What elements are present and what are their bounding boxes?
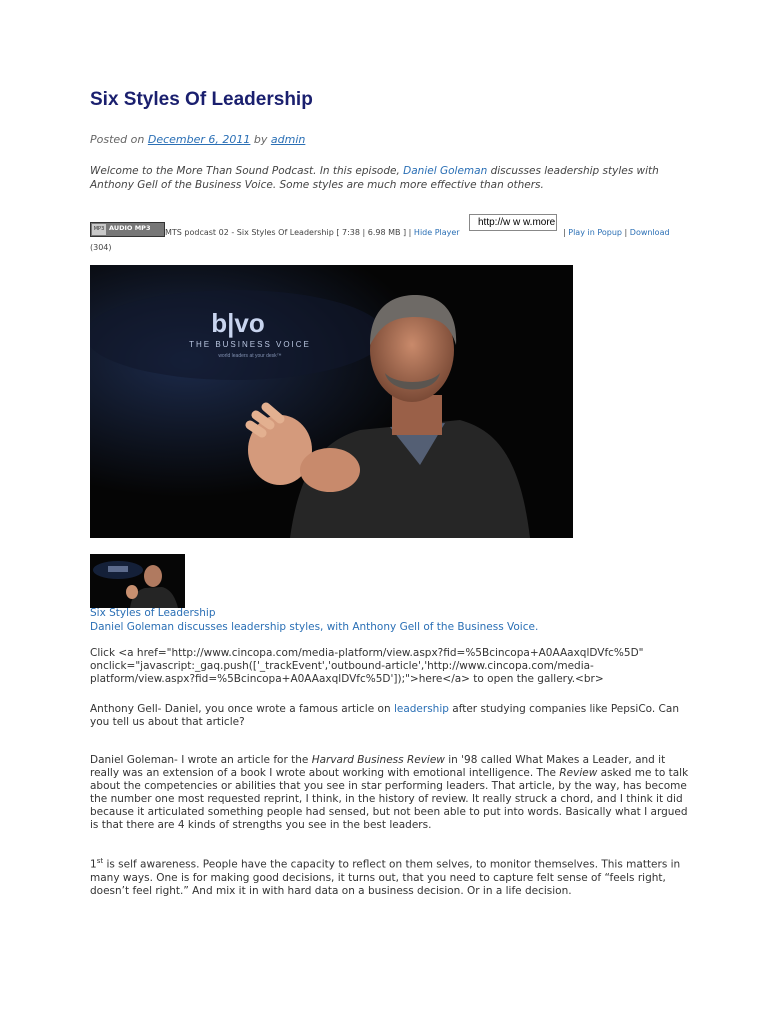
post-date-link[interactable]: December 6, 2011 — [147, 133, 251, 146]
answer-text-3: asked me to talk about the competencies or abilities that you see in star performing leaders. That article, by the way, has become the number one most requested reprint, I think, in the history of review. It really struck a chord, and I think it did because it articulated something people had sensed, but not been able to put into words. Basically what I argued is that there are 4 kinds of strengths you see in the best leaders. — [90, 767, 689, 831]
audio-mp3-label: AUDIO MP3 — [109, 224, 151, 232]
download-count: (304) — [90, 243, 112, 252]
intro-text-post: discusses leadership styles with Anthony Gell of the Business Voice. Some styles are much more effective than others. — [90, 165, 659, 191]
podcast-info — [165, 228, 460, 237]
ordinal-suffix: st — [96, 857, 104, 865]
question-text-post: after studying companies like PepsiCo. Can you tell us about that article? — [90, 703, 679, 728]
by-label: by — [253, 133, 268, 146]
author-link[interactable]: admin — [270, 133, 306, 146]
self-awareness-paragraph — [90, 855, 690, 898]
player-links — [563, 228, 670, 237]
gallery-code-paragraph: Click <a href="http://www.cincopa.com/media-platform/view.aspx?fid=%5Bcincopa+A0AAaxqlDVfc%5D" onclick="javascript:_gaq.push(['_trackEvent','outbound-article','http://www.cincopa.com/media-platform/view.aspx?fid=%5Bcincopa+A0AAaxqlDVfc%5D']);">here</a> to open the gallery.<br> — [90, 647, 644, 685]
ordinal-number: 1 — [90, 858, 97, 871]
video-thumbnail-image — [90, 554, 185, 608]
answer-text-2: in '98 called What Makes a Leader, and it really was an extension of a book I wrote about working with emotional intelligence. The — [90, 754, 666, 779]
intro-paragraph — [90, 164, 690, 192]
leadership-link[interactable]: leadership — [393, 703, 449, 715]
hide-player-link[interactable]: Hide Player — [413, 228, 460, 237]
gallery-description-link[interactable]: Daniel Goleman discusses leadership styles, with Anthony Gell of the Business Voice. — [90, 621, 539, 633]
separator: | — [624, 228, 628, 237]
page-title: Six Styles Of Leadership — [90, 89, 313, 110]
audio-mp3-badge[interactable] — [90, 222, 165, 237]
video-player[interactable] — [90, 265, 573, 538]
hbr-title: Harvard Business Review — [311, 754, 445, 766]
play-in-popup-link[interactable]: Play in Popup — [568, 228, 622, 237]
answer-paragraph — [90, 754, 690, 832]
player-url-field[interactable]: http://w w w.more — [469, 214, 557, 231]
question-text-pre: Anthony Gell- Daniel, you once wrote a famous article on — [90, 703, 391, 715]
answer-text-1: Daniel Goleman- I wrote an article for the — [90, 754, 309, 766]
video-thumbnail[interactable] — [90, 554, 185, 608]
intro-text-pre: Welcome to the More Than Sound Podcast. In this episode, — [90, 165, 400, 177]
self-awareness-text: is self awareness. People have the capacity to reflect on them selves, to monitor themselves. This matters in many ways. One is for making good decisions, it turns out, that you need to capture felt sense of “feels right, doesn’t feel right.” And mix it in with hard data on a business decision. Or in a life decision. — [90, 858, 681, 897]
bvo-logo: b|vo — [211, 308, 265, 338]
posted-on-label: Posted on — [90, 133, 145, 146]
daniel-goleman-link[interactable]: Daniel Goleman — [403, 165, 488, 177]
brand-tagline: world leaders at your desk™ — [218, 353, 282, 359]
mp3-file-icon: MP3 — [92, 224, 106, 235]
video-frame-image — [90, 265, 573, 538]
brand-name: THE BUSINESS VOICE — [189, 340, 311, 349]
question-paragraph — [90, 703, 690, 729]
download-link[interactable]: Download — [629, 228, 670, 237]
gallery-caption — [90, 606, 538, 634]
post-meta — [90, 133, 305, 146]
gallery-title-link[interactable]: Six Styles of Leadership — [90, 607, 216, 619]
review-title: Review — [559, 767, 598, 779]
podcast-info-text: MTS podcast 02 - Six Styles Of Leadership [ 7:38 | 6.98 MB ] | — [165, 228, 412, 237]
separator: | — [563, 228, 566, 237]
